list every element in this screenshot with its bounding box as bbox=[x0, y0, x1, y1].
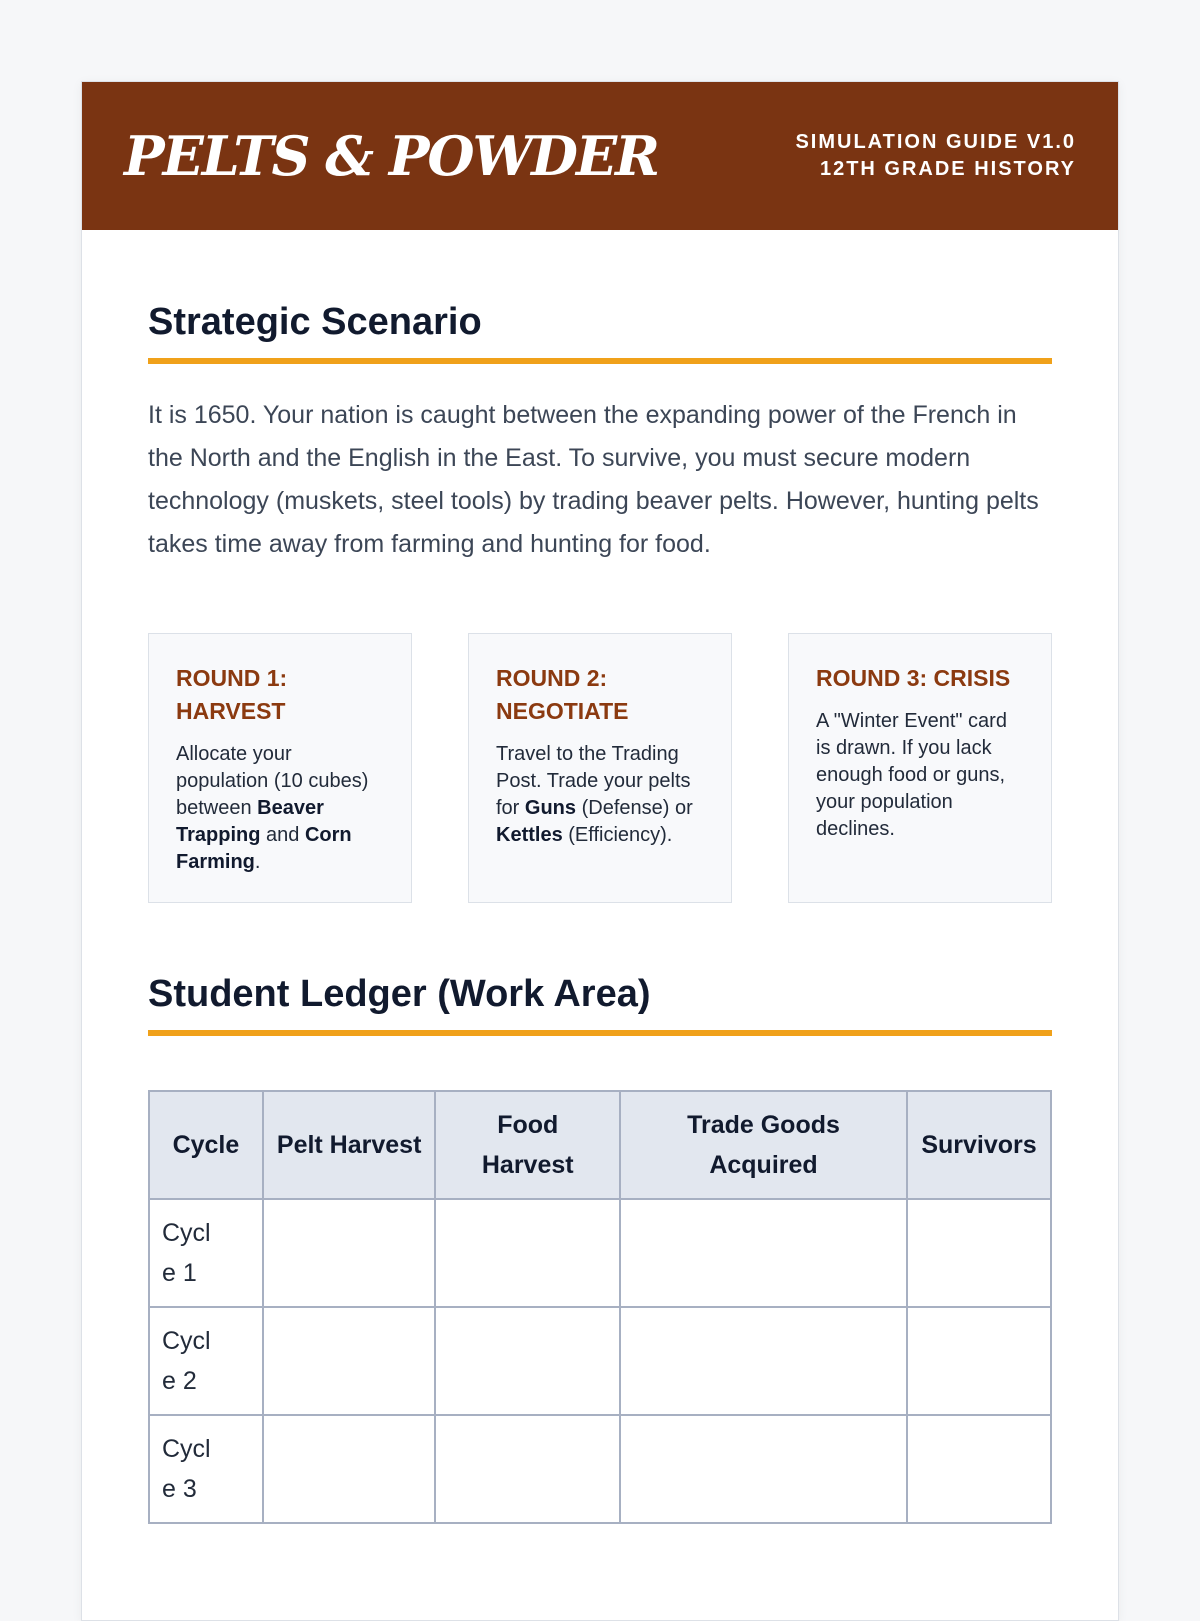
pelt-harvest-entry[interactable] bbox=[263, 1199, 436, 1307]
pelt-harvest-entry[interactable] bbox=[263, 1415, 436, 1523]
survivors-entry[interactable] bbox=[907, 1415, 1051, 1523]
brand-title: PELTS & POWDER bbox=[124, 124, 659, 188]
header-banner bbox=[82, 82, 1118, 230]
table-row bbox=[149, 1199, 1051, 1307]
trade-goods-entry[interactable] bbox=[620, 1307, 907, 1415]
round-card-title: ROUND 3: CRISIS bbox=[816, 665, 1011, 691]
grade-level: 12TH GRADE HISTORY bbox=[819, 158, 1076, 180]
scenario-text: It is 1650. Your nation is caught between the expanding power of the French in the North and the English in the East. To survive, you must secure modern technology (muskets, steel tools) by trading beaver pelts. However, hunting pelts takes time away from farming and hunting for food. bbox=[148, 401, 1039, 558]
table-row bbox=[149, 1415, 1051, 1523]
round-cards bbox=[148, 633, 1052, 903]
ledger-heading: Student Ledger (Work Area) bbox=[148, 903, 1052, 1036]
column-header-cycle: Cycle bbox=[149, 1091, 263, 1199]
header-meta bbox=[795, 129, 1076, 183]
food-harvest-entry[interactable] bbox=[435, 1199, 620, 1307]
cycle-cell: Cycle 1 bbox=[149, 1199, 263, 1307]
page-content bbox=[82, 230, 1118, 1524]
worksheet-page bbox=[81, 81, 1119, 1621]
round-card-1 bbox=[148, 633, 412, 903]
round-card-title: ROUND 1: HARVEST bbox=[176, 665, 288, 724]
ledger-table bbox=[148, 1090, 1052, 1524]
scenario-heading: Strategic Scenario bbox=[148, 230, 1052, 364]
table-header-row bbox=[149, 1091, 1051, 1199]
column-header-pelt-harvest: Pelt Harvest bbox=[263, 1091, 436, 1199]
pelt-harvest-entry[interactable] bbox=[263, 1307, 436, 1415]
round-card-3 bbox=[788, 633, 1052, 903]
trade-goods-entry[interactable] bbox=[620, 1199, 907, 1307]
cycle-cell: Cycle 2 bbox=[149, 1307, 263, 1415]
table-row bbox=[149, 1307, 1051, 1415]
survivors-entry[interactable] bbox=[907, 1307, 1051, 1415]
food-harvest-entry[interactable] bbox=[435, 1415, 620, 1523]
food-harvest-entry[interactable] bbox=[435, 1307, 620, 1415]
column-header-food-harvest: Food Harvest bbox=[435, 1091, 620, 1199]
round-card-2 bbox=[468, 633, 732, 903]
column-header-survivors: Survivors bbox=[907, 1091, 1051, 1199]
round-card-text: Allocate your population (10 cubes) between Beaver Trapping and Corn Farming. bbox=[176, 743, 369, 873]
cycle-cell: Cycle 3 bbox=[149, 1415, 263, 1523]
round-card-title: ROUND 2: NEGOTIATE bbox=[496, 665, 629, 724]
survivors-entry[interactable] bbox=[907, 1199, 1051, 1307]
round-card-text: A "Winter Event" card is drawn. If you lack enough food or guns, your population declines. bbox=[816, 710, 1007, 840]
round-card-text: Travel to the Trading Post. Trade your pelts for Guns (Defense) or Kettles (Efficiency). bbox=[496, 743, 693, 846]
guide-version: SIMULATION GUIDE V1.0 bbox=[795, 131, 1076, 153]
trade-goods-entry[interactable] bbox=[620, 1415, 907, 1523]
column-header-trade-goods: Trade Goods Acquired bbox=[620, 1091, 907, 1199]
